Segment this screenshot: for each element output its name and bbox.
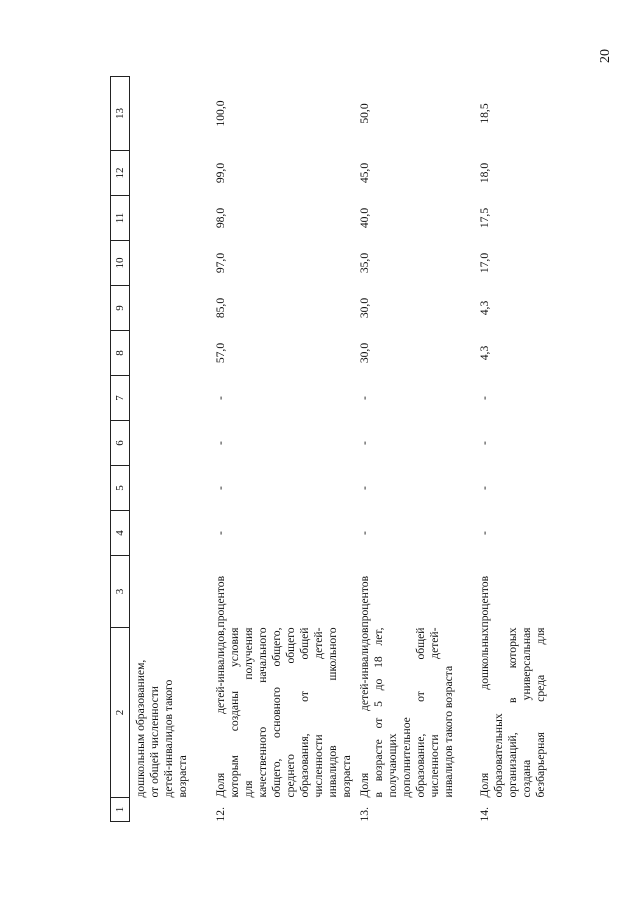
- row-number: 14.: [478, 807, 491, 822]
- indicators-table: [110, 76, 548, 822]
- table-row-continuation: [130, 77, 211, 822]
- desc-line: которым созданы условия: [228, 627, 241, 798]
- desc-line: среднего общего: [284, 627, 297, 798]
- header-cell-4: 4: [111, 511, 130, 556]
- value-cell: -: [478, 531, 491, 535]
- row-description: [474, 628, 548, 798]
- desc-line: образование, от общей: [414, 627, 427, 798]
- desc-line: для получения: [242, 627, 255, 798]
- desc-line: детей-инвалидов такого: [162, 679, 175, 798]
- desc-line: дошкольным образованием,: [134, 659, 147, 798]
- value-cell: -: [214, 531, 227, 535]
- header-cell-10: 10: [111, 241, 130, 286]
- value-cell: -: [214, 441, 227, 445]
- value-cell: 85,0: [214, 297, 227, 319]
- value-cell: -: [478, 441, 491, 445]
- value-cell: 30,0: [358, 342, 371, 364]
- desc-line: качественного начального: [256, 627, 269, 798]
- row-description: [130, 628, 211, 798]
- value-cell: -: [358, 396, 371, 400]
- value-cell: -: [478, 396, 491, 400]
- header-cell-9: 9: [111, 286, 130, 331]
- table-row-14: [474, 77, 548, 822]
- row-number: 12.: [214, 807, 227, 822]
- desc-line: от общей численности: [148, 685, 161, 798]
- value-cell: 17,0: [478, 252, 491, 274]
- header-row: [111, 77, 130, 822]
- value-cell: 98,0: [214, 207, 227, 229]
- value-cell: -: [214, 486, 227, 490]
- desc-line: получающих: [386, 733, 399, 798]
- value-cell: 50,0: [358, 103, 371, 124]
- desc-line: численности детей-: [428, 627, 441, 798]
- unit-cell: процентов: [358, 575, 371, 628]
- unit-cell: процентов: [214, 575, 227, 628]
- table-area: [110, 77, 547, 822]
- row-number: [130, 798, 211, 822]
- value-cell: 35,0: [358, 252, 371, 274]
- value-cell: -: [358, 531, 371, 535]
- desc-line: общего, основного общего,: [270, 627, 283, 798]
- header-cell-3: 3: [111, 556, 130, 628]
- table-row-12: [210, 77, 354, 822]
- value-cell: 4,3: [478, 345, 491, 361]
- desc-line: инвалидов школьного: [326, 627, 339, 798]
- row-description: [210, 628, 354, 798]
- desc-line: инвалидов такого возраста: [442, 665, 455, 798]
- row-number: 13.: [358, 807, 371, 822]
- value-cell: 97,0: [214, 252, 227, 274]
- header-cell-7: 7: [111, 376, 130, 421]
- header-cell-8: 8: [111, 331, 130, 376]
- desc-line: возраста: [340, 755, 353, 798]
- value-cell: -: [214, 396, 227, 400]
- value-cell: 45,0: [358, 162, 371, 184]
- value-cell: 57,0: [214, 342, 227, 364]
- header-cell-2: 2: [111, 628, 130, 798]
- header-cell-5: 5: [111, 466, 130, 511]
- row-description: [354, 628, 474, 798]
- desc-line: безбарьерная среда для: [534, 627, 547, 798]
- value-cell: -: [478, 486, 491, 490]
- value-cell: 30,0: [358, 297, 371, 319]
- desc-line: создана универсальная: [520, 627, 533, 798]
- header-cell-13: 13: [111, 77, 130, 151]
- desc-line: Доля детей-инвалидов: [358, 627, 371, 798]
- desc-line: возраста: [176, 755, 189, 798]
- desc-line: в возрасте от 5 до 18 лет,: [372, 627, 385, 798]
- desc-line: образования, от общей: [298, 627, 311, 798]
- value-cell: -: [358, 486, 371, 490]
- desc-line: образовательных: [492, 713, 505, 798]
- desc-line: Доля детей-инвалидов,: [214, 627, 227, 798]
- header-cell-12: 12: [111, 151, 130, 196]
- desc-line: Доля дошкольных: [478, 627, 491, 798]
- value-cell: 18,0: [478, 162, 491, 184]
- table-row-13: [354, 77, 474, 822]
- value-cell: 18,5: [478, 103, 491, 124]
- header-cell-11: 11: [111, 196, 130, 241]
- rotated-table-wrapper: [110, 77, 547, 822]
- value-cell: 99,0: [214, 162, 227, 184]
- desc-line: численности детей-: [312, 627, 325, 798]
- unit-cell: процентов: [478, 575, 491, 628]
- value-cell: 100,0: [214, 100, 227, 127]
- desc-line: дополнительное: [400, 717, 413, 798]
- value-cell: -: [358, 441, 371, 445]
- value-cell: 17,5: [478, 207, 491, 229]
- header-cell-6: 6: [111, 421, 130, 466]
- value-cell: 4,3: [478, 300, 491, 316]
- desc-line: организаций, в которых: [506, 627, 519, 798]
- value-cell: 40,0: [358, 207, 371, 229]
- header-cell-1: 1: [111, 798, 130, 822]
- page-number: 20: [598, 49, 613, 63]
